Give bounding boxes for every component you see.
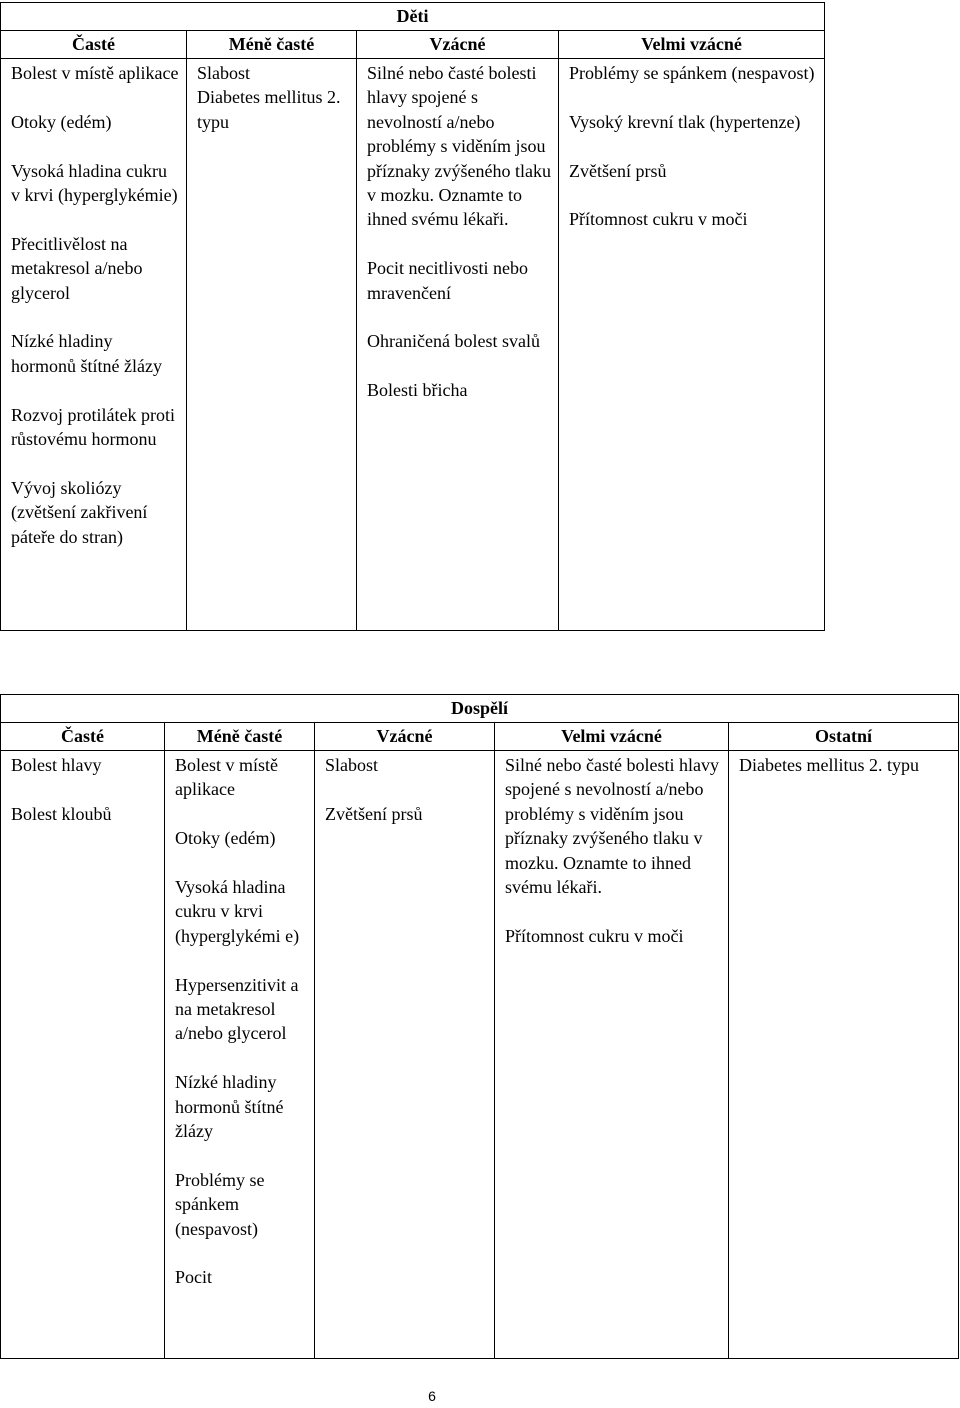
- adults-content-row: [1, 751, 959, 1359]
- adults-col-other: [729, 751, 959, 1359]
- children-header-row: [1, 31, 825, 59]
- children-col-uncommon: [187, 59, 357, 631]
- list-item: Bolest v místě aplikace: [11, 63, 179, 83]
- list-item: Otoky (edém): [175, 828, 276, 849]
- adults-side-effects-table: [0, 694, 959, 1359]
- list-item: Hypersenzitivit a na metakresol a/nebo glycerol: [175, 974, 299, 1044]
- adults-header-rare: Vzácné: [315, 723, 495, 751]
- children-col-very-rare: [559, 59, 825, 631]
- list-item: Zvětšení prsů: [325, 803, 423, 824]
- list-item: Silné nebo časté bolesti hlavy spojené s nevolností a/nebo problémy s viděním jsou příznaky zvýšeného tlaku v mozku. Oznamte to ihned svému lékaři.: [367, 63, 551, 230]
- list-item: Bolest kloubů: [11, 803, 112, 824]
- children-table-title: Děti: [1, 3, 825, 31]
- list-item: Vysoká hladina cukru v krvi (hyperglykémi e): [175, 877, 300, 946]
- adults-col-uncommon: [165, 751, 315, 1359]
- list-item: Vývoj skoliózy (zvětšení zakřivení páteře do stran): [11, 477, 148, 547]
- children-header-uncommon: Méně časté: [187, 31, 357, 59]
- children-side-effects-table: [0, 2, 825, 631]
- children-col-rare: [357, 59, 559, 631]
- list-item: Rozvoj protilátek proti růstovému hormonu: [11, 404, 175, 450]
- list-item: Nízké hladiny hormonů štítné žlázy: [175, 1072, 284, 1142]
- children-title-row: [1, 3, 825, 31]
- list-item: Otoky (edém): [11, 111, 112, 132]
- adults-table-title: Dospělí: [1, 695, 959, 723]
- adults-header-uncommon: Méně časté: [165, 723, 315, 751]
- list-item: Problémy se spánkem (nespavost): [569, 63, 815, 83]
- list-item: Pocit necitlivosti nebo mravenčení: [367, 258, 528, 303]
- children-content-row: [1, 59, 825, 631]
- list-item: Bolesti břicha: [367, 380, 468, 401]
- list-item: Silné nebo časté bolesti hlavy spojené s nevolností a/nebo problémy s viděním jsou příznaky zvýšeného tlaku v mozku. Oznamte to ihned svému lékaři.: [505, 755, 719, 898]
- list-item: Pocit: [175, 1267, 213, 1288]
- adults-header-common: Časté: [1, 723, 165, 751]
- list-item: Nízké hladiny hormonů štítné žlázy: [11, 331, 162, 376]
- list-item: Vysoký krevní tlak (hypertenze): [569, 111, 801, 132]
- list-item: Diabetes mellitus 2. typu: [197, 87, 341, 132]
- adults-col-very-rare: [495, 751, 729, 1359]
- children-header-common: Časté: [1, 31, 187, 59]
- list-item: Zvětšení prsů: [569, 160, 667, 181]
- adults-header-very-rare: Velmi vzácné: [495, 723, 729, 751]
- list-item: Slabost: [325, 755, 379, 775]
- list-item: Bolest v místě aplikace: [175, 755, 278, 800]
- adults-col-rare: [315, 751, 495, 1359]
- list-item: Přítomnost cukru v moči: [569, 209, 748, 230]
- children-header-very-rare: Velmi vzácné: [559, 31, 825, 59]
- list-item: Slabost: [197, 63, 251, 83]
- children-col-common: [1, 59, 187, 631]
- list-item: Přítomnost cukru v moči: [505, 925, 684, 946]
- list-item: Vysoká hladina cukru v krvi (hyperglykémie): [11, 160, 178, 205]
- list-item: Problémy se spánkem (nespavost): [175, 1169, 265, 1239]
- list-item: Diabetes mellitus 2. typu: [739, 755, 919, 775]
- adults-title-row: [1, 695, 959, 723]
- list-item: Přecitlivělost na metakresol a/nebo glycerol: [11, 233, 143, 303]
- adults-header-row: [1, 723, 959, 751]
- list-item: Ohraničená bolest svalů: [367, 331, 540, 352]
- adults-header-other: Ostatní: [729, 723, 959, 751]
- adults-col-common: [1, 751, 165, 1359]
- list-item: Bolest hlavy: [11, 755, 102, 775]
- page-number: 6: [428, 1388, 436, 1404]
- children-header-rare: Vzácné: [357, 31, 559, 59]
